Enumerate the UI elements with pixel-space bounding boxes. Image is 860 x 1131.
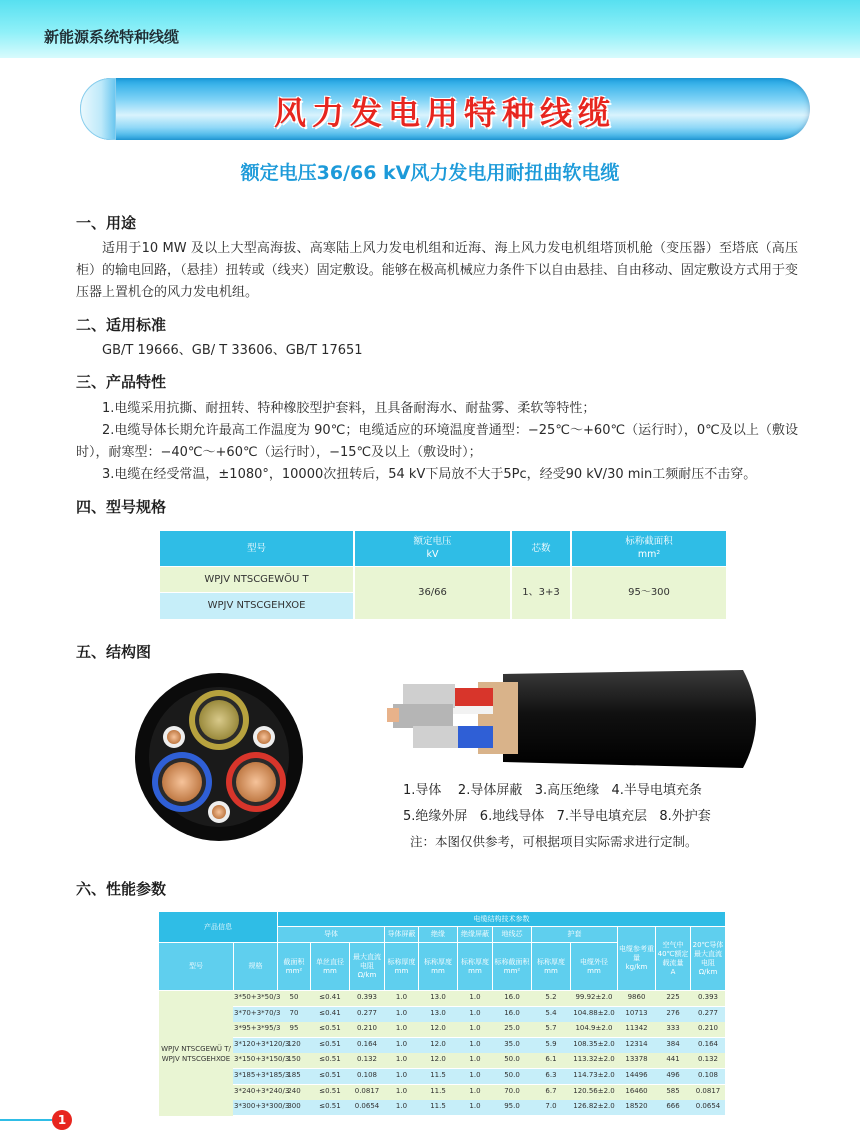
th-conductor: 导体 <box>278 927 384 942</box>
table-row <box>159 1038 725 1053</box>
th-ins-thick-label: 标称厚度 <box>424 957 452 966</box>
th-c-wire-label: 单丝直径 <box>316 957 344 966</box>
th-ampacity <box>656 927 690 990</box>
cell-area: 95 <box>289 1024 299 1033</box>
th-c-wire <box>311 943 349 990</box>
cell-cs-thick: 1.0 <box>395 1008 408 1017</box>
area-value: 95～300 <box>572 567 726 619</box>
section-structure-title: 五、结构图 <box>76 643 152 661</box>
th-cs-thick-label: 标称厚度 <box>387 957 416 966</box>
th-voltage-unit: kV <box>426 549 439 560</box>
section-performance-title: 六、性能参数 <box>76 880 167 898</box>
cell-outer-dia: 113.32±2.0 <box>573 1055 615 1064</box>
th-c-res-unit: Ω/km <box>357 971 377 979</box>
th-outer-label: 电缆外径 <box>580 957 608 966</box>
cell-outer-dia: 104.9±2.0 <box>575 1024 613 1033</box>
th-cs-thick-unit: mm <box>394 966 409 975</box>
cell-outer-dia: 114.73±2.0 <box>573 1071 615 1079</box>
cell-cres: 0.132 <box>356 1055 378 1064</box>
section-features-title: 三、产品特性 <box>76 373 167 391</box>
cell-sheath-thick: 6.1 <box>545 1055 557 1064</box>
standard-paragraph: GB/T 19666、GB/ T 33606、GB/T 17651 <box>102 343 363 358</box>
cell-weight: 13378 <box>625 1055 648 1064</box>
cell-ins-thick: 12.0 <box>430 1024 446 1033</box>
page-line <box>0 1119 52 1121</box>
cell-weight: 14496 <box>625 1071 648 1079</box>
cell-wire: ≤0.41 <box>319 1008 341 1017</box>
th-tech-group: 电缆结构技术参数 <box>278 912 725 926</box>
cell-weight: 11342 <box>625 1024 648 1033</box>
th-ins-thick <box>419 943 457 990</box>
cell-outer-dia: 126.82±2.0 <box>573 1102 615 1111</box>
cell-ins-thick: 13.0 <box>430 1008 446 1017</box>
cell-spec: 3*185+3*185/3 <box>234 1071 290 1079</box>
cell-is-thick: 1.0 <box>469 1055 481 1064</box>
cell-cs-thick: 1.0 <box>395 1039 408 1048</box>
cell-cs-thick: 1.0 <box>395 1071 408 1079</box>
cell-area: 300 <box>287 1102 301 1111</box>
cell-outer-dia: 108.35±2.0 <box>573 1039 615 1048</box>
th-resist20-label: 20℃导体最大直流电阻 <box>692 940 724 967</box>
table-row <box>159 1085 725 1100</box>
cell-ins-thick: 13.0 <box>430 993 446 1001</box>
th-sheath: 护套 <box>532 927 617 942</box>
th-voltage-label: 额定电压 <box>413 536 452 547</box>
usage-text <box>76 238 798 304</box>
cell-earth: 35.0 <box>504 1039 520 1048</box>
cell-wire: ≤0.51 <box>319 1055 341 1064</box>
cell-ampacity: 225 <box>666 993 680 1001</box>
cell-is-thick: 1.0 <box>469 1086 481 1095</box>
series-title: 新能源系统特种线缆 <box>44 28 180 46</box>
section-models-title: 四、型号规格 <box>76 498 167 516</box>
cell-cres: 0.210 <box>356 1024 378 1033</box>
cell-is-thick: 1.0 <box>469 1024 481 1033</box>
cable-cross-section-image <box>134 672 304 842</box>
cell-outer-dia: 99.92±2.0 <box>575 993 613 1001</box>
th-c-area <box>278 943 310 990</box>
cell-cres: 0.277 <box>356 1008 378 1017</box>
th-area-label: 标称截面积 <box>625 536 673 547</box>
table-row <box>159 1069 725 1084</box>
diagram-note: 注：本图仅供参考，可根据项目实际需求进行定制。 <box>410 834 698 849</box>
cell-earth: 95.0 <box>504 1102 520 1111</box>
cell-earth: 16.0 <box>504 993 520 1001</box>
feature-item: 3.电缆在经受常温，±1080°，10000次扭转后，54 kV下局放不大于5Pc，经受90 kV/30 min工频耐压不击穿。 <box>102 467 757 482</box>
cell-resist20: 0.210 <box>697 1024 719 1033</box>
cell-cres: 0.393 <box>356 993 378 1001</box>
cell-resist20: 0.393 <box>697 993 719 1001</box>
cell-is-thick: 1.0 <box>469 1008 481 1017</box>
th-cs-thick <box>385 943 418 990</box>
feature-item: 2.电缆导体长期允许最高工作温度为 90℃；电缆适应的环境温度普通型：−25℃～+60℃（运行时），0℃及以上（敷设时），耐寒型：−40℃～+60℃（运行时），−15℃及以上（敷设时）； <box>76 423 798 460</box>
cell-cs-thick: 1.0 <box>395 993 408 1001</box>
th-c-area-label: 截面积 <box>283 957 305 966</box>
cell-earth: 16.0 <box>504 1008 520 1017</box>
cell-is-thick: 1.0 <box>469 1039 481 1048</box>
th-outer-unit: mm <box>587 966 601 975</box>
cell-area: 70 <box>289 1008 299 1017</box>
cell-ins-thick: 11.5 <box>430 1102 446 1111</box>
cell-cres: 0.108 <box>356 1071 378 1079</box>
th-cond-screen: 导体屏蔽 <box>385 927 418 942</box>
cell-ins-thick: 11.5 <box>430 1071 446 1079</box>
cell-wire: ≤0.51 <box>319 1024 341 1033</box>
th-weight-label: 电缆参考重量 <box>619 945 654 962</box>
cell-sheath-thick: 7.0 <box>545 1102 557 1111</box>
cell-spec: 3*95+3*95/3 <box>234 1024 281 1033</box>
cell-wire: ≤0.51 <box>319 1102 341 1111</box>
cell-resist20: 0.108 <box>697 1071 719 1079</box>
cell-ampacity: 333 <box>666 1024 680 1033</box>
th-area <box>572 531 726 566</box>
cell-spec: 3*120+3*120/3 <box>234 1039 290 1048</box>
cell-sheath-thick: 5.2 <box>545 993 557 1001</box>
voltage-value: 36/66 <box>355 567 510 619</box>
th-is-thick-label: 标称厚度 <box>461 957 489 966</box>
th-e-area-unit: mm² <box>503 966 521 975</box>
usage-paragraph: 适用于10 MW 及以上大型高海拔、高寒陆上风力发电机组和近海、海上风力发电机组塔顶机舱（变压器）至塔底（高压柜）的输电回路，（悬挂）扭转或（线夹）固定敷设。能够在极高机械应力条件下以自由悬挂、自由移动、固定敷设方式用于变压器上置机仓的风力发电机组。 <box>76 241 798 300</box>
page-title: 风力发电用特种线缆 <box>273 94 616 132</box>
cell-ampacity: 496 <box>666 1071 680 1079</box>
cell-resist20: 0.0654 <box>695 1102 721 1111</box>
cell-cs-thick: 1.0 <box>395 1024 408 1033</box>
top-header-bar <box>0 0 860 58</box>
cell-sheath-thick: 5.7 <box>545 1024 557 1033</box>
cell-weight: 16460 <box>625 1086 648 1095</box>
th-area-unit: mm² <box>637 549 661 560</box>
th-s-thick-unit: mm <box>544 966 558 975</box>
legend-line-1: 1.导体 2.导体屏蔽 3.高压绝缘 4.半导电填充条 <box>403 783 702 798</box>
cell-spec: 3*150+3*150/3 <box>234 1055 290 1064</box>
cell-earth: 50.0 <box>504 1071 520 1079</box>
th-resist20 <box>691 927 725 990</box>
cell-ins-thick: 12.0 <box>430 1055 446 1064</box>
cell-area: 185 <box>287 1071 301 1079</box>
cell-weight: 9860 <box>627 993 646 1001</box>
cell-earth: 50.0 <box>504 1055 520 1064</box>
cell-resist20: 0.0817 <box>695 1086 721 1095</box>
cell-outer-dia: 104.88±2.0 <box>573 1008 615 1017</box>
cell-area: 50 <box>289 993 299 1001</box>
performance-table <box>159 912 725 1116</box>
table-row <box>159 1007 725 1022</box>
cell-spec: 3*70+3*70/3 <box>234 1008 281 1017</box>
cell-wire: ≤0.41 <box>319 993 341 1001</box>
cell-is-thick: 1.0 <box>469 993 481 1001</box>
cell-ins-thick: 12.0 <box>430 1039 446 1048</box>
standard-text <box>76 340 798 362</box>
cell-outer-dia: 120.56±2.0 <box>573 1086 615 1095</box>
cell-cs-thick: 1.0 <box>395 1086 408 1095</box>
th-earth: 地线芯 <box>493 927 531 942</box>
cell-sheath-thick: 6.7 <box>545 1086 557 1095</box>
th-s-thick <box>532 943 570 990</box>
th-cores: 芯数 <box>512 531 570 566</box>
th-ins-thick-unit: mm <box>431 966 445 975</box>
cell-weight: 18520 <box>625 1102 648 1111</box>
page-number: 1 <box>52 1110 72 1130</box>
th-model: 型号 <box>160 531 353 566</box>
cell-ampacity: 276 <box>666 1008 680 1017</box>
cell-is-thick: 1.0 <box>469 1071 481 1079</box>
th-ins-screen: 绝缘屏蔽 <box>458 927 492 942</box>
th-is-thick-unit: mm <box>468 966 482 975</box>
th-is-thick <box>458 943 492 990</box>
cell-resist20: 0.277 <box>697 1008 719 1017</box>
table-row <box>159 991 725 1006</box>
th-e-area-label: 标称截面积 <box>494 957 530 966</box>
th-c-area-unit: mm² <box>285 966 303 975</box>
cell-earth: 70.0 <box>504 1086 520 1095</box>
table-row <box>159 1100 725 1115</box>
th-product-group: 产品信息 <box>159 912 277 942</box>
cell-area: 150 <box>287 1055 301 1064</box>
th-e-area <box>493 943 531 990</box>
table-row <box>159 1022 725 1037</box>
cell-ampacity: 666 <box>666 1102 680 1111</box>
feature-item: 1.电缆采用抗撕、耐扭转、特种橡胶型护套料，且具备耐海水、耐盐雾、柔软等特性； <box>102 401 596 416</box>
cell-resist20: 0.132 <box>697 1055 719 1064</box>
th-spec: 规格 <box>234 943 277 990</box>
th-s-thick-label: 标称厚度 <box>537 957 565 966</box>
cell-cres: 0.0817 <box>354 1086 380 1095</box>
th-ampacity-unit: A <box>670 967 676 976</box>
cell-sheath-thick: 5.4 <box>545 1008 557 1017</box>
th-c-res-label: 最大直流电阻 <box>353 953 381 970</box>
th-c-res <box>350 943 384 990</box>
cell-weight: 10713 <box>625 1008 648 1017</box>
legend-line-2: 5.绝缘外屏 6.地线导体 7.半导电填充层 8.外护套 <box>403 809 711 824</box>
cell-weight: 12314 <box>625 1039 648 1048</box>
cell-earth: 25.0 <box>504 1024 520 1033</box>
cell-spec: 3*240+3*240/3 <box>234 1086 290 1095</box>
cell-sheath-thick: 6.3 <box>545 1071 557 1079</box>
cell-wire: ≤0.51 <box>319 1039 341 1048</box>
cell-spec: 3*300+3*300/3 <box>234 1102 290 1111</box>
cell-area: 120 <box>287 1039 301 1048</box>
model-row-2: WPJV NTSCGEHXOE <box>160 593 353 619</box>
table-row <box>159 1053 725 1068</box>
cable-side-view-image <box>383 666 770 772</box>
section-standard-title: 二、适用标准 <box>76 316 167 334</box>
cell-sheath-thick: 5.9 <box>545 1039 557 1048</box>
features-list <box>76 398 798 486</box>
cell-ins-thick: 11.5 <box>430 1086 446 1095</box>
cell-ampacity: 441 <box>666 1055 680 1064</box>
cell-ampacity: 585 <box>666 1086 680 1095</box>
th-voltage <box>355 531 510 566</box>
th-ampacity-label: 空气中40℃额定载流量 <box>657 940 689 967</box>
th-resist20-unit: Ω/km <box>698 967 718 976</box>
model-name-cell: WPJV NTSCGEWÜ T/ WPJV NTSCGEHXOE <box>159 991 233 1116</box>
cell-cs-thick: 1.0 <box>395 1102 408 1111</box>
th-outer <box>571 943 617 990</box>
cell-spec: 3*50+3*50/3 <box>234 993 281 1001</box>
cell-cres: 0.0654 <box>354 1102 380 1111</box>
cell-is-thick: 1.0 <box>469 1102 481 1111</box>
cores-value: 1、3+3 <box>512 567 570 619</box>
cell-cs-thick: 1.0 <box>395 1055 408 1064</box>
th-c-wire-unit: mm <box>323 966 337 975</box>
product-subtitle: 额定电压36/66 kV风力发电用耐扭曲软电缆 <box>240 162 620 184</box>
model-row-1: WPJV NTSCGEWÖU T <box>160 567 353 592</box>
cell-area: 240 <box>287 1086 301 1095</box>
title-banner <box>80 78 810 140</box>
model-spec-table <box>160 531 726 619</box>
cell-ampacity: 384 <box>666 1039 680 1048</box>
cell-cres: 0.164 <box>356 1039 378 1048</box>
th-model: 型号 <box>159 943 233 990</box>
cell-wire: ≤0.51 <box>319 1086 341 1095</box>
th-insulation: 绝缘 <box>419 927 457 942</box>
section-usage-title: 一、用途 <box>76 214 137 232</box>
th-weight-unit: kg/km <box>625 963 648 971</box>
cell-wire: ≤0.51 <box>319 1071 341 1079</box>
th-weight <box>618 927 655 990</box>
cell-resist20: 0.164 <box>697 1039 719 1048</box>
